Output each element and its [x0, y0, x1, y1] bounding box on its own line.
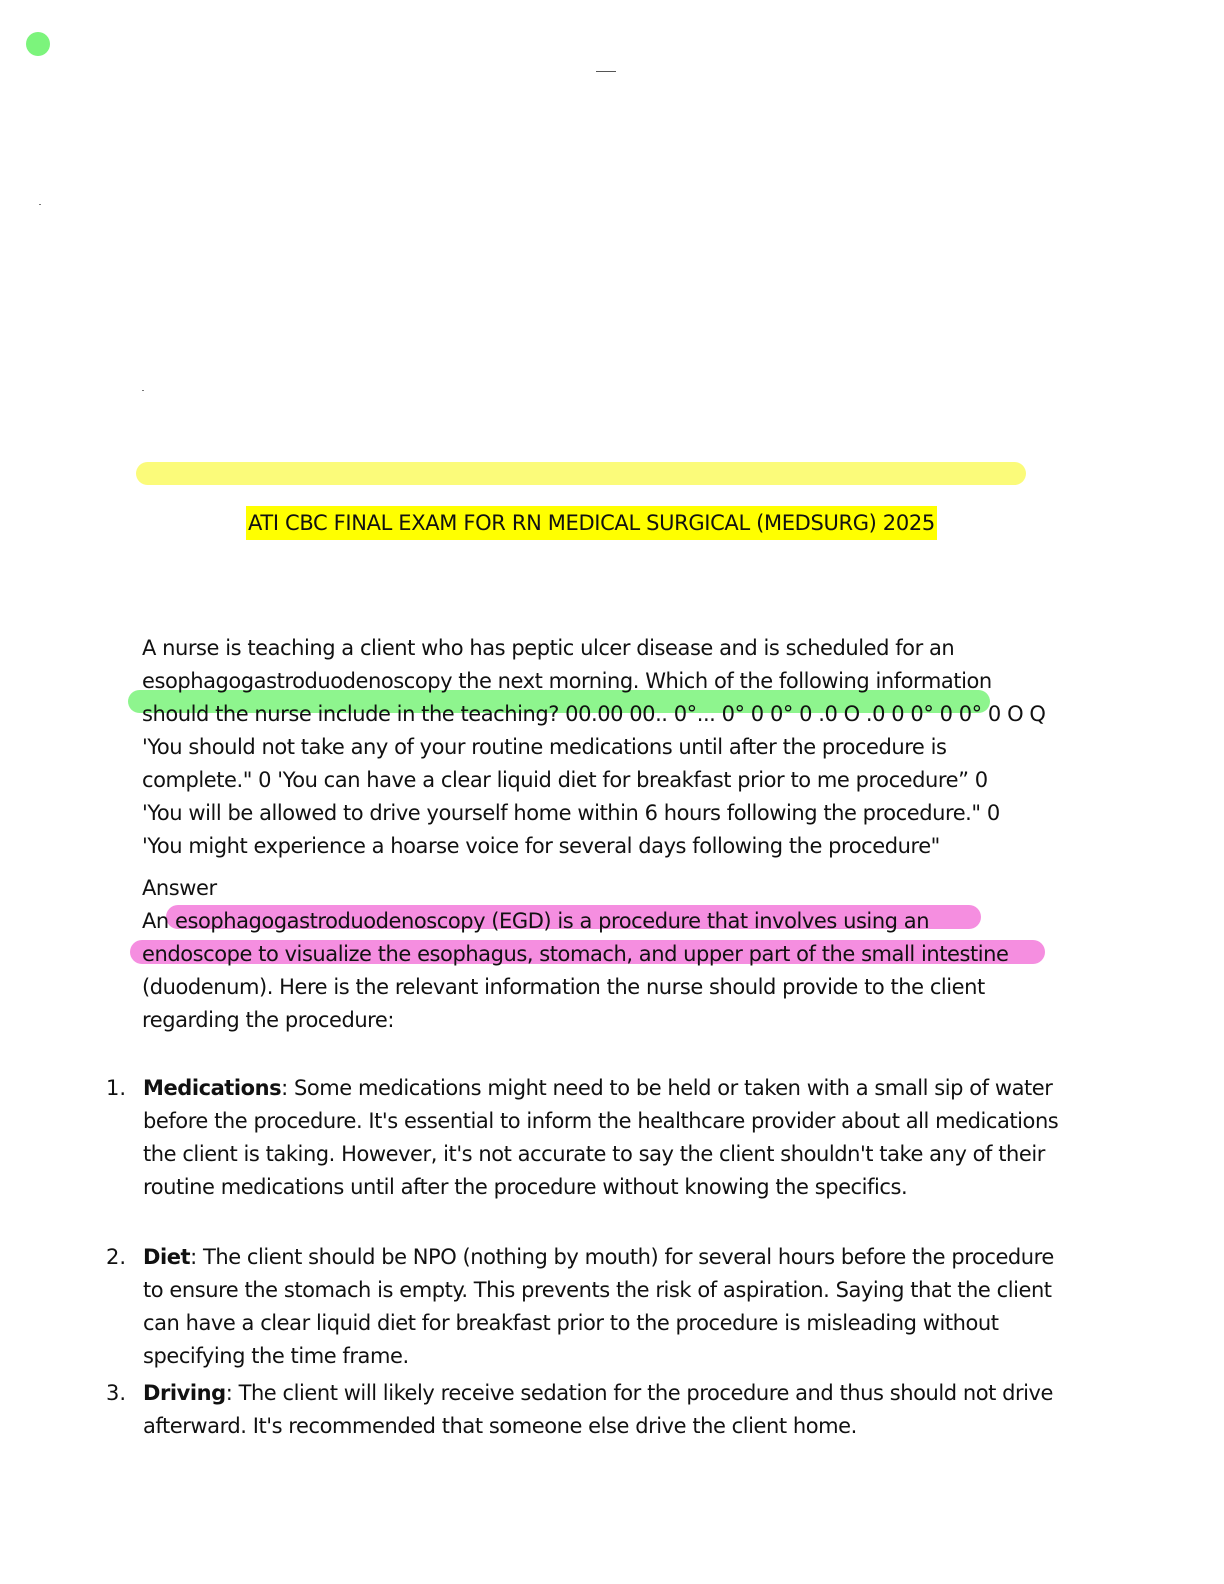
list-item-text: : The client should be NPO (nothing by mouth) for several hours before the procedure to ensure the stomach is empty. This prevents the risk of aspiration. Saying that the client can have a clear liquid diet for breakfast prior to the procedure is misleading without specifying the time frame. — [143, 1245, 1054, 1368]
scan-speck — [39, 204, 41, 205]
question-line: 'You will be allowed to drive yourself home within 6 hours following the procedure." 0 — [142, 801, 1000, 825]
question-line: esophagogastroduodenoscopy the next morning. Which of the following information — [142, 669, 992, 693]
answer-line: (duodenum). Here is the relevant information the nurse should provide to the client — [142, 975, 985, 999]
list-item-term: Diet — [143, 1245, 191, 1269]
question-line: complete." 0 'You can have a clear liquid diet for breakfast prior to me procedure” 0 — [142, 768, 988, 792]
answer-line: endoscope to visualize the esophagus, stomach, and upper part of the small intestine — [142, 942, 1009, 966]
yellow-highlight-stroke — [136, 462, 1026, 485]
question-line: should the nurse include in the teaching? 00.00 00.. 0°... 0° 0 0° 0 .0 O .0 0 0° 0 0° 0 O Q — [142, 702, 1046, 726]
list-item-driving — [143, 1377, 1063, 1443]
scan-speck — [142, 390, 144, 391]
list-item-diet — [143, 1241, 1063, 1373]
green-marker-dot — [26, 32, 50, 56]
list-item-term: Driving — [143, 1381, 226, 1405]
answer-line: regarding the procedure: — [142, 1008, 394, 1032]
answer-label: Answer — [142, 876, 217, 900]
list-item-term: Medications — [143, 1076, 282, 1100]
answer-line: An esophagogastroduodenoscopy (EGD) is a procedure that involves using an — [142, 909, 930, 933]
list-item-number: 2. — [106, 1245, 127, 1269]
question-line: 'You should not take any of your routine medications until after the procedure is — [142, 735, 947, 759]
list-item-text: : Some medications might need to be held or taken with a small sip of water before the procedure. It's essential to inform the healthcare provider about all medications the client is taking. However, it's not accurate to say the client shouldn't take any of their routine medications until after the procedure without knowing the specifics. — [143, 1076, 1059, 1199]
question-line: A nurse is teaching a client who has peptic ulcer disease and is scheduled for an — [142, 636, 955, 660]
header-mark — [596, 71, 616, 72]
document-title: ATI CBC FINAL EXAM FOR RN MEDICAL SURGICAL (MEDSURG) 2025 — [246, 506, 937, 540]
list-item-medications — [143, 1072, 1063, 1204]
list-item-text: : The client will likely receive sedation for the procedure and thus should not drive afterward. It's recommended that someone else drive the client home. — [143, 1381, 1054, 1438]
list-item-number: 3. — [106, 1381, 127, 1405]
list-item-number: 1. — [106, 1076, 127, 1100]
question-line: 'You might experience a hoarse voice for several days following the procedure" — [142, 834, 940, 858]
